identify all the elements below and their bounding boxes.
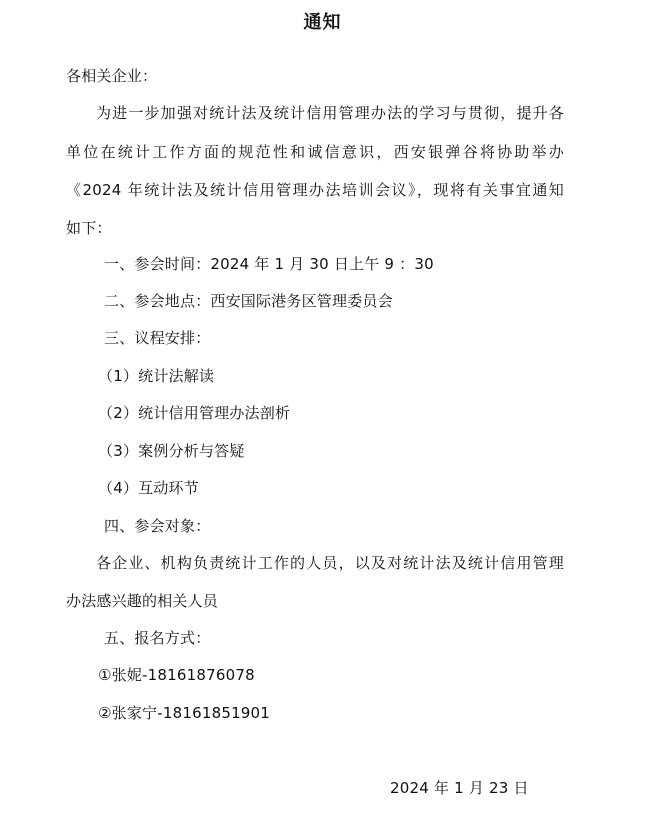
audience-line-1: 各企业、机构负责统计工作的人员，以及对统计法及统计信用管理: [96, 554, 564, 572]
intro-line-1: 为进一步加强对统计法及统计信用管理办法的学习与贯彻，提升各: [96, 104, 564, 122]
notice-date: 2024 年 1 月 23 日: [390, 779, 529, 797]
agenda-item: （1）统计法解读: [98, 367, 215, 385]
intro-line-2: 单位在统计工作方面的规范性和诚信意识，西安银弹谷将协助举办: [66, 143, 564, 161]
contact-zhang-jianing: ②张家宁-18161851901: [98, 704, 271, 722]
registration-heading: 五、报名方式：: [104, 629, 211, 647]
notice-title: 通知: [303, 12, 342, 33]
salutation: 各相关企业：: [66, 67, 158, 85]
agenda-item: （3）案例分析与答疑: [98, 442, 245, 460]
meeting-time: 一、参会时间：2024 年 1 月 30 日上午 9 ：30: [104, 255, 434, 273]
agenda-heading: 三、议程安排：: [104, 329, 211, 347]
intro-line-3: 《2024 年统计法及统计信用管理办法培训会议》，现将有关事宜通知: [66, 181, 564, 199]
audience-line-2: 办法感兴趣的相关人员: [66, 592, 219, 610]
contact-zhang-ni: ①张妮-18161876078: [98, 666, 255, 684]
intro-line-4: 如下：: [66, 219, 112, 237]
audience-heading: 四、参会对象：: [104, 517, 211, 535]
meeting-location: 二、参会地点：西安国际港务区管理委员会: [104, 292, 393, 310]
agenda-item: （4）互动环节: [98, 479, 199, 497]
agenda-item: （2）统计信用管理办法剖析: [98, 404, 291, 422]
